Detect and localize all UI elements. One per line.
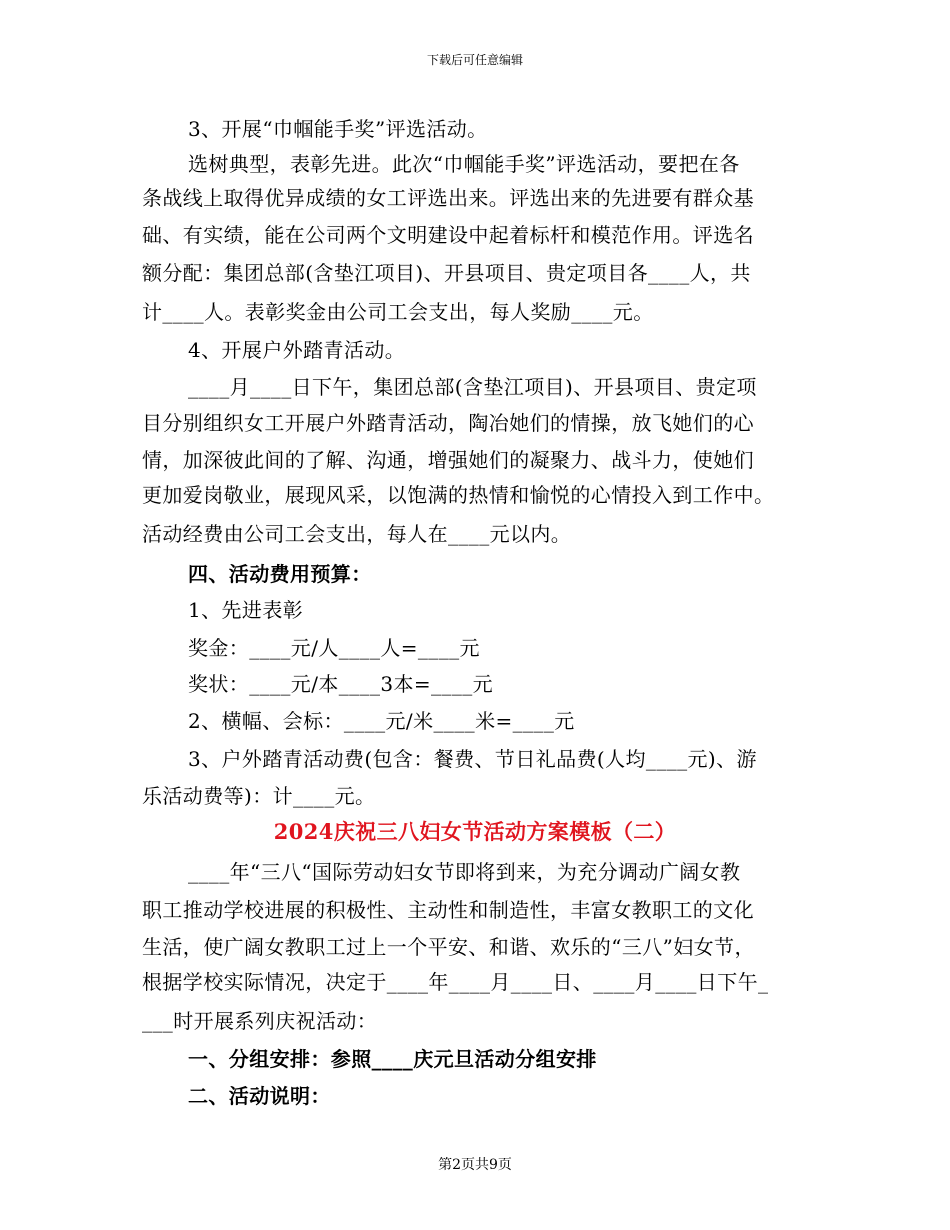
paragraph-line: 目分别组织女工开展户外踏青活动，陶冶她们的情操，放飞她们的心 [142, 411, 754, 435]
page-header: 下载后可任意编辑 [426, 53, 523, 67]
paragraph-line: 更加爱岗敬业，展现风采，以饱满的热情和愉悦的心情投入到工作中。 [142, 483, 775, 507]
section-heading: 一、分组安排：参照____庆元旦活动分组安排 [188, 1047, 597, 1071]
document-title: 2024庆祝三八妇女节活动方案模板（二） [273, 819, 677, 844]
paragraph-line: 础、有实绩，能在公司两个文明建设中起着标杆和模范作用。评选名 [142, 223, 754, 247]
section-heading: 3、开展“巾帼能手奖”评选活动。 [188, 117, 488, 141]
paragraph-line: ____年“三八“国际劳动妇女节即将到来，为充分调动广阔女教 [188, 860, 741, 884]
paragraph-line: 额分配：集团总部(含垫江项目)、开县项目、贵定项目各____人，共 [142, 261, 751, 285]
paragraph-line: 活动经费由公司工会支出，每人在____元以内。 [142, 522, 572, 546]
section-heading: 四、活动费用预算： [188, 562, 372, 586]
paragraph-line: 职工推动学校进展的积极性、主动性和制造性，丰富女教职工的文化 [142, 898, 754, 922]
paragraph-line: ____月____日下午，集团总部(含垫江项目)、开县项目、贵定项 [188, 375, 757, 399]
list-item: 奖状：____元/本____3本=____元 [188, 672, 494, 696]
list-item: 2、横幅、会标：____元/米____米=____元 [188, 709, 575, 733]
paragraph-line: ___时开展系列庆祝活动： [142, 1009, 378, 1033]
section-heading: 4、开展户外踏青活动。 [188, 338, 406, 362]
paragraph-line: 根据学校实际情况，决定于____年____月____日、____月____日下午_ [142, 970, 769, 994]
paragraph-line: 选树典型，表彰先进。此次“巾帼能手奖”评选活动，要把在各 [188, 152, 740, 176]
list-item: 乐活动费等)：计____元。 [142, 784, 376, 808]
paragraph-line: 条战线上取得优异成绩的女工评选出来。评选出来的先进要有群众基 [142, 186, 754, 210]
list-item: 3、户外踏青活动费(包含：餐费、节日礼品费(人均____元)、游 [188, 747, 757, 771]
paragraph-line: 情，加深彼此间的了解、沟通，增强她们的凝聚力、战斗力，使她们 [142, 448, 754, 472]
paragraph-line: 计____人。表彰奖金由公司工会支出，每人奖励____元。 [142, 300, 654, 324]
list-item: 1、先进表彰 [188, 598, 304, 622]
paragraph-line: 生活，使广阔女教职工过上一个平安、和谐、欢乐的“三八”妇女节， [142, 935, 755, 959]
list-item: 奖金：____元/人____人=____元 [188, 636, 480, 660]
section-heading: 二、活动说明： [188, 1084, 331, 1108]
page-footer: 第2页共9页 [438, 1157, 512, 1173]
